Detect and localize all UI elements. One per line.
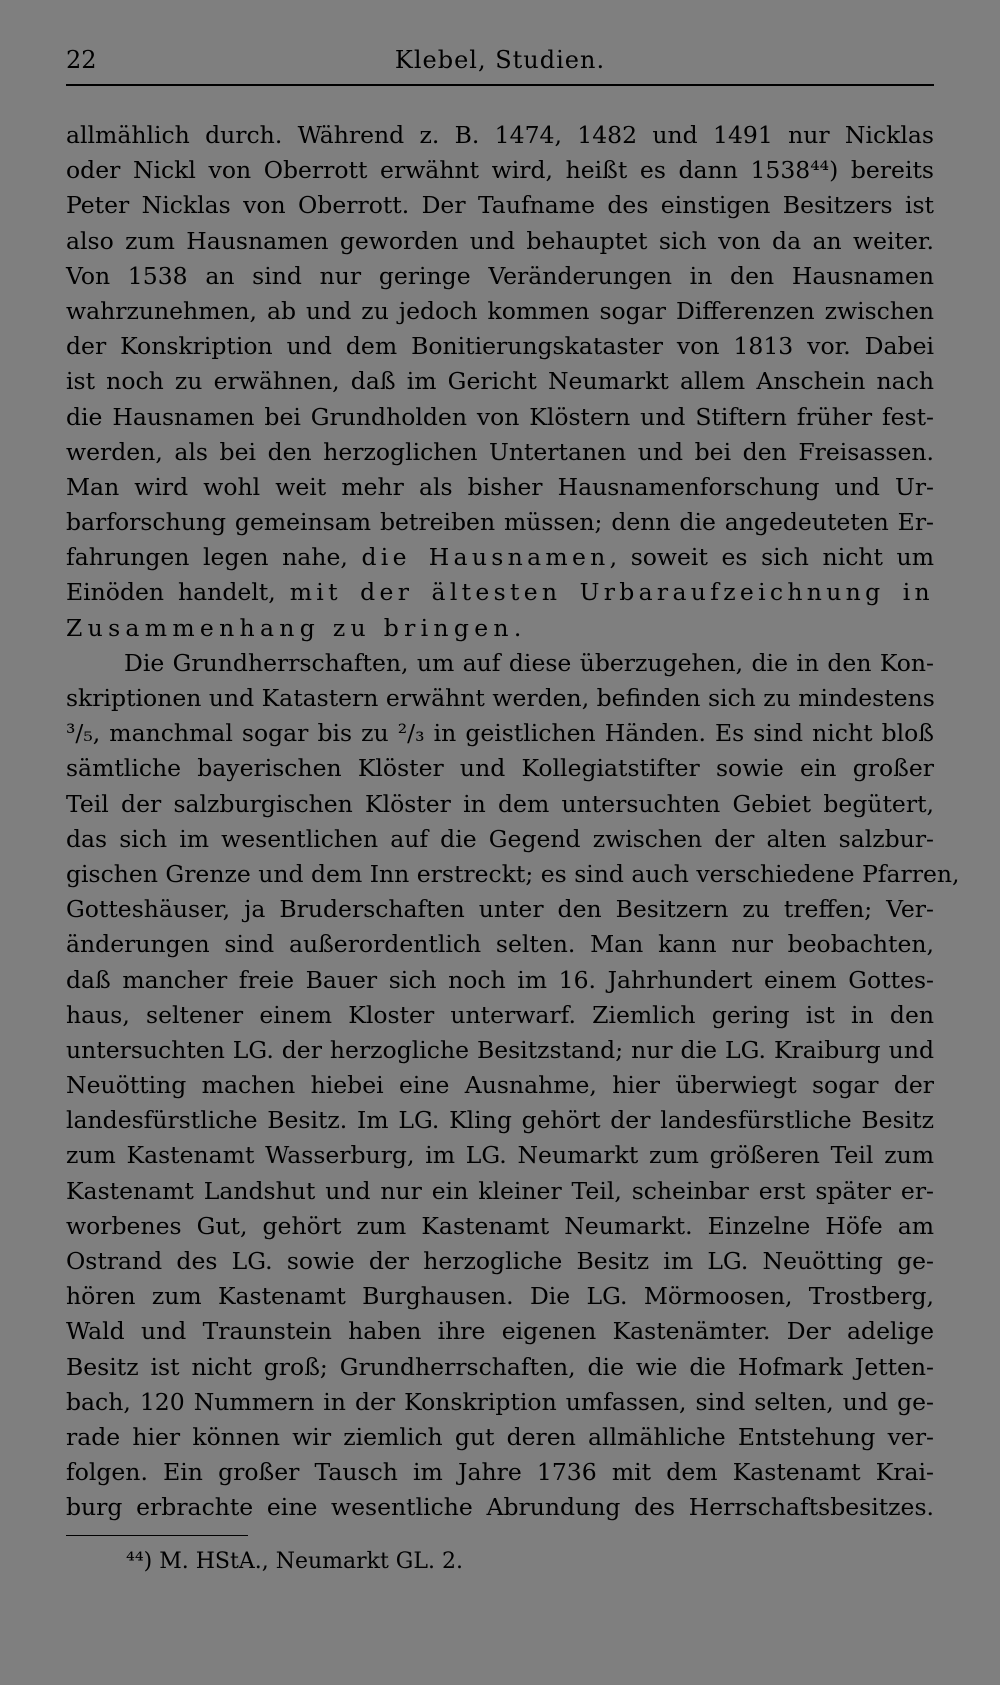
- header-rule: [66, 84, 934, 86]
- spaced-emphasis: mit der ältesten Urbaraufzeichnung in: [289, 578, 934, 607]
- text-line: also zum Hausnamen geworden und behauptet sich von da an weiter.: [66, 226, 934, 255]
- text-segment: Einöden handelt,: [66, 578, 276, 607]
- text-line: Besitz ist nicht groß; Grundherrschaften, die wie die Hofmark Jetten-: [66, 1352, 934, 1381]
- text-line: daß mancher freie Bauer sich noch im 16. Jahrhundert einem Gottes-: [66, 965, 934, 994]
- text-line: Man wird wohl weit mehr als bisher Hausnamenforschung und Ur-: [66, 472, 934, 501]
- text-segment: fahrungen legen nahe,: [66, 543, 348, 572]
- page-header: [66, 46, 934, 86]
- text-line: ³/₅, manchmal sogar bis zu ²/₃ in geistlichen Händen. Es sind nicht bloß: [66, 719, 934, 748]
- text-line: änderungen sind außerordentlich selten. Man kann nur beobachten,: [66, 930, 934, 959]
- text-line: hören zum Kastenamt Burghausen. Die LG. Mörmoosen, Trostberg,: [66, 1282, 934, 1311]
- text-line: barforschung gemeinsam betreiben müssen; denn die angedeuteten Er-: [66, 508, 934, 537]
- text-line: ist noch zu erwähnen, daß im Gericht Neumarkt allem Anschein nach: [66, 367, 934, 396]
- body-text: [66, 118, 960, 1526]
- text-line: skriptionen und Katastern erwähnt werden, befinden sich zu mindestens: [66, 684, 935, 712]
- text-line: Wald und Traunstein haben ihre eigenen Kastenämter. Der adelige: [66, 1317, 934, 1346]
- text-line: burg erbrachte eine wesentliche Abrundung des Herrschaftsbesitzes.: [66, 1493, 934, 1522]
- text-line: wahrzunehmen, ab und zu jedoch kommen sogar Differenzen zwischen: [66, 296, 934, 325]
- text-line: Ostrand des LG. sowie der herzogliche Besitz im LG. Neuötting ge-: [66, 1247, 934, 1275]
- text-line: Gotteshäuser, ja Bruderschaften unter den Besitzern zu treffen; Ver-: [66, 895, 934, 924]
- text-line: der Konskription und dem Bonitierungskataster von 1813 vor. Dabei: [66, 332, 934, 361]
- text-line: die Hausnamen bei Grundholden von Klöstern und Stiftern früher fest-: [66, 402, 934, 431]
- footnote: ⁴⁴) M. HStA., Neumarkt GL. 2.: [126, 1549, 463, 1574]
- text-line: untersuchten LG. der herzogliche Besitzstand; nur die LG. Kraiburg und: [66, 1035, 934, 1064]
- text-line: rade hier können wir ziemlich gut deren allmähliche Entstehung ver-: [66, 1422, 934, 1451]
- text-line: das sich im wesentlichen auf die Gegend zwischen der alten salzbur-: [66, 824, 934, 853]
- text-line: sämtliche bayerischen Klöster und Kollegiatstifter sowie ein großer: [66, 754, 934, 783]
- text-line: gischen Grenze und dem Inn erstreckt; es sind auch verschiedene Pfarren,: [66, 859, 960, 888]
- text-line: werden, als bei den herzoglichen Untertanen und bei den Freisassen.: [66, 437, 934, 466]
- text-line: Teil der salzburgischen Klöster in dem untersuchten Gebiet begütert,: [66, 789, 934, 818]
- text-line: worbenes Gut, gehört zum Kastenamt Neumarkt. Einzelne Höfe am: [66, 1211, 934, 1240]
- text-line: Die Grundherrschaften, um auf diese überzugehen, die in den Kon-: [124, 648, 934, 677]
- text-line: oder Nickl von Oberrott erwähnt wird, heißt es dann 1538⁴⁴) bereits: [66, 156, 934, 185]
- text-line: [66, 540, 934, 575]
- text-line: Neuötting machen hiebei eine Ausnahme, hier überwiegt sogar der: [66, 1071, 934, 1100]
- text-line: Von 1538 an sind nur geringe Veränderungen in den Hausnamen: [66, 261, 934, 290]
- text-line: haus, seltener einem Kloster unterwarf. Ziemlich gering ist in den: [66, 1000, 934, 1029]
- spaced-emphasis-line: Zusammenhang zu bringen.: [66, 613, 527, 642]
- text-line: [66, 575, 934, 610]
- footnote-rule: [66, 1535, 248, 1536]
- text-line: landesfürstliche Besitz. Im LG. Kling gehört der landesfürstliche Besitz: [66, 1106, 934, 1135]
- text-line: zum Kastenamt Wasserburg, im LG. Neumarkt zum größeren Teil zum: [66, 1141, 934, 1170]
- page-number: 22: [66, 46, 97, 74]
- text-segment: , soweit es sich nicht um: [609, 543, 934, 572]
- text-line: bach, 120 Nummern in der Konskription umfassen, sind selten, und ge-: [66, 1387, 934, 1416]
- text-line: allmählich durch. Während z. B. 1474, 1482 und 1491 nur Nicklas: [66, 121, 934, 149]
- text-line: Peter Nicklas von Oberrott. Der Taufname des einstigen Besitzers ist: [66, 191, 934, 220]
- text-line: folgen. Ein großer Tausch im Jahre 1736 mit dem Kastenamt Krai-: [66, 1458, 934, 1487]
- text-line: Kastenamt Landshut und nur ein kleiner Teil, scheinbar erst später er-: [66, 1176, 934, 1205]
- running-title: Klebel, Studien.: [394, 46, 606, 74]
- spaced-emphasis: die Hausnamen: [361, 543, 610, 572]
